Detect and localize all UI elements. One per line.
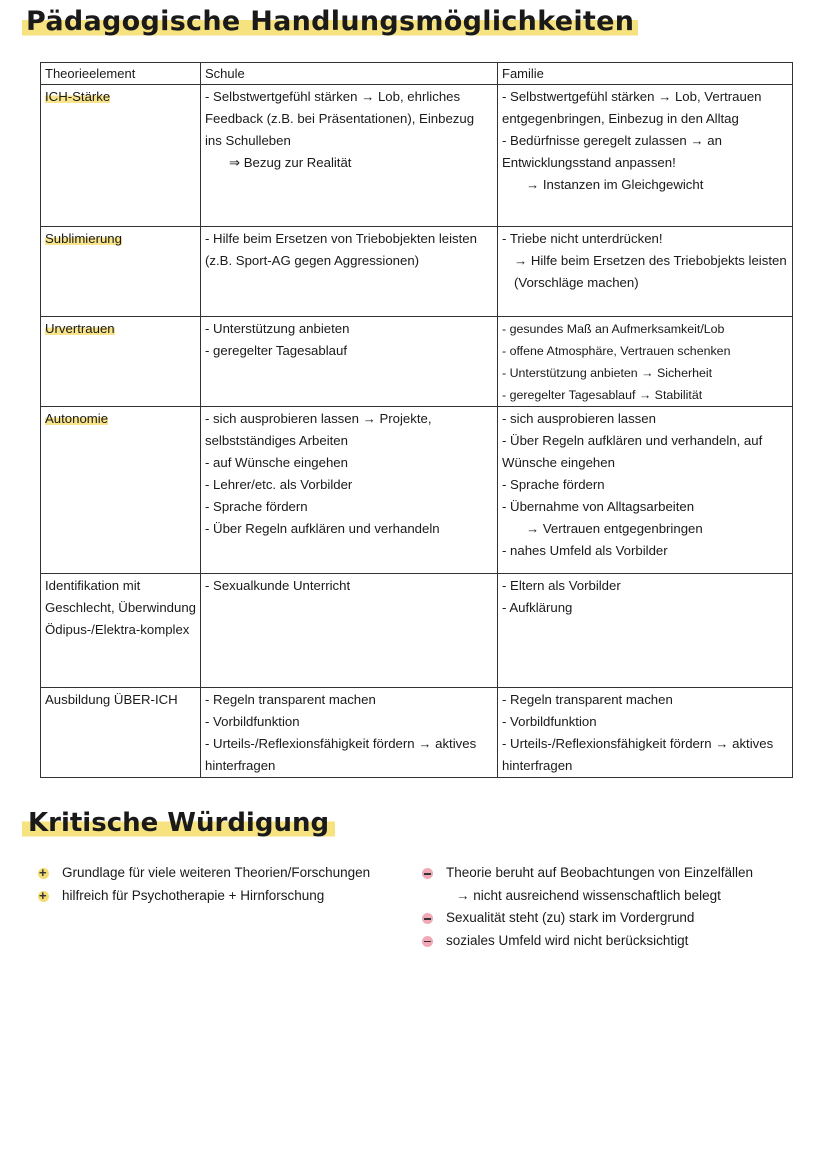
list-item: → Vertrauen entgegenbringen <box>526 521 703 536</box>
con-item: Theorie beruht auf Beobachtungen von Einzelfällen <box>420 862 810 885</box>
schule-cell <box>201 407 498 574</box>
list-item: - nahes Umfeld als Vorbilder <box>502 543 668 558</box>
familie-cell <box>498 407 793 574</box>
handlungsmoeglichkeiten-table <box>40 62 793 778</box>
list-item: - Triebe nicht unterdrücken! <box>502 231 663 246</box>
list-item: - auf Wünsche eingehen <box>205 455 348 470</box>
list-item: - Selbstwertgefühl stärken → Lob, ehrliches Feedback (z.B. bei Präsentationen), Einbezug ins Schulleben <box>205 89 475 148</box>
table-row <box>41 574 793 688</box>
familie-cell <box>498 574 793 688</box>
list-item: - Über Regeln aufklären und verhandeln <box>205 521 440 536</box>
con-item: Sexualität steht (zu) stark im Vordergrund <box>420 907 810 930</box>
table-row <box>41 85 793 227</box>
con-item: → nicht ausreichend wissenschaftlich belegt <box>456 887 721 903</box>
element-cell: ICH-Stärke <box>41 85 201 227</box>
list-item: - Eltern als Vorbilder <box>502 578 621 593</box>
section-title-kritische-wuerdigung: Kritische Würdigung <box>22 808 335 838</box>
list-item: - Sprache fördern <box>205 499 308 514</box>
list-item: - Regeln transparent machen <box>502 692 673 707</box>
element-cell: Sublimierung <box>41 227 201 317</box>
minus-icon <box>422 913 433 924</box>
list-item: - Vorbildfunktion <box>502 714 597 729</box>
familie-cell <box>498 688 793 778</box>
list-item: → Hilfe beim Ersetzen des Triebobjekts leisten (Vorschläge machen) <box>514 253 787 290</box>
list-item: - sich ausprobieren lassen <box>502 411 656 426</box>
familie-cell <box>498 85 793 227</box>
con-item: soziales Umfeld wird nicht berücksichtigt <box>420 930 810 953</box>
header-theorieelement: Theorieelement <box>41 63 201 85</box>
list-item: - Aufklärung <box>502 600 573 615</box>
list-item: - Selbstwertgefühl stärken → Lob, Vertrauen entgegenbringen, Einbezug in den Alltag <box>502 89 762 126</box>
list-item: ⇒ Bezug zur Realität <box>229 155 352 170</box>
list-item: - Sexualkunde Unterricht <box>205 578 351 593</box>
minus-icon <box>422 868 433 879</box>
list-item: → Instanzen im Gleichgewicht <box>526 177 704 192</box>
page-title: Pädagogische Handlungsmöglichkeiten <box>22 6 638 37</box>
list-item: - sich ausprobieren lassen → Projekte, selbstständiges Arbeiten <box>205 411 432 448</box>
list-item: - Unterstützung anbieten <box>205 321 350 336</box>
table-row <box>41 407 793 574</box>
list-item: - Regeln transparent machen <box>205 692 376 707</box>
schule-cell <box>201 688 498 778</box>
list-item: - Urteils-/Reflexionsfähigkeit fördern → aktives hinterfragen <box>205 736 477 773</box>
list-item: - Bedürfnisse geregelt zulassen → an Entwicklungsstand anpassen! <box>502 133 722 170</box>
element-cell: Autonomie <box>41 407 201 574</box>
minus-icon <box>422 936 433 947</box>
schule-cell <box>201 317 498 407</box>
list-item: - Lehrer/etc. als Vorbilder <box>205 477 353 492</box>
header-schule: Schule <box>201 63 498 85</box>
list-item: - offene Atmosphäre, Vertrauen schenken <box>502 344 731 358</box>
element-cell: Identifikation mit Geschlecht, Überwindung Ödipus-/Elektra-komplex <box>41 574 201 688</box>
table-row <box>41 688 793 778</box>
pro-list <box>36 862 396 907</box>
schule-cell <box>201 574 498 688</box>
list-item: - Übernahme von Alltagsarbeiten <box>502 499 695 514</box>
list-item: - Hilfe beim Ersetzen von Triebobjekten leisten (z.B. Sport-AG gegen Aggressionen) <box>205 231 477 268</box>
familie-cell <box>498 317 793 407</box>
header-familie: Familie <box>498 63 793 85</box>
table-header-row <box>41 63 793 85</box>
element-cell: Urvertrauen <box>41 317 201 407</box>
list-item: - Vorbildfunktion <box>205 714 300 729</box>
pro-item: + Grundlage für viele weiteren Theorien/Forschungen <box>36 862 396 885</box>
list-item: - Urteils-/Reflexionsfähigkeit fördern → aktives hinterfragen <box>502 736 774 773</box>
list-item: - geregelter Tagesablauf <box>205 343 347 358</box>
familie-cell <box>498 227 793 317</box>
list-item: - geregelter Tagesablauf → Stabilität <box>502 388 703 402</box>
list-item: - Über Regeln aufklären und verhandeln, auf Wünsche eingehen <box>502 433 763 470</box>
con-list <box>420 862 810 952</box>
list-item: - gesundes Maß an Aufmerksamkeit/Lob <box>502 322 725 336</box>
table-row <box>41 227 793 317</box>
plus-icon <box>38 891 49 902</box>
schule-cell <box>201 227 498 317</box>
plus-icon <box>38 868 49 879</box>
list-item: - Unterstützung anbieten → Sicherheit <box>502 366 713 380</box>
pro-item: + hilfreich für Psychotherapie + Hirnforschung <box>36 885 396 908</box>
table-row <box>41 317 793 407</box>
element-cell: Ausbildung ÜBER-ICH <box>41 688 201 778</box>
list-item: - Sprache fördern <box>502 477 605 492</box>
schule-cell <box>201 85 498 227</box>
